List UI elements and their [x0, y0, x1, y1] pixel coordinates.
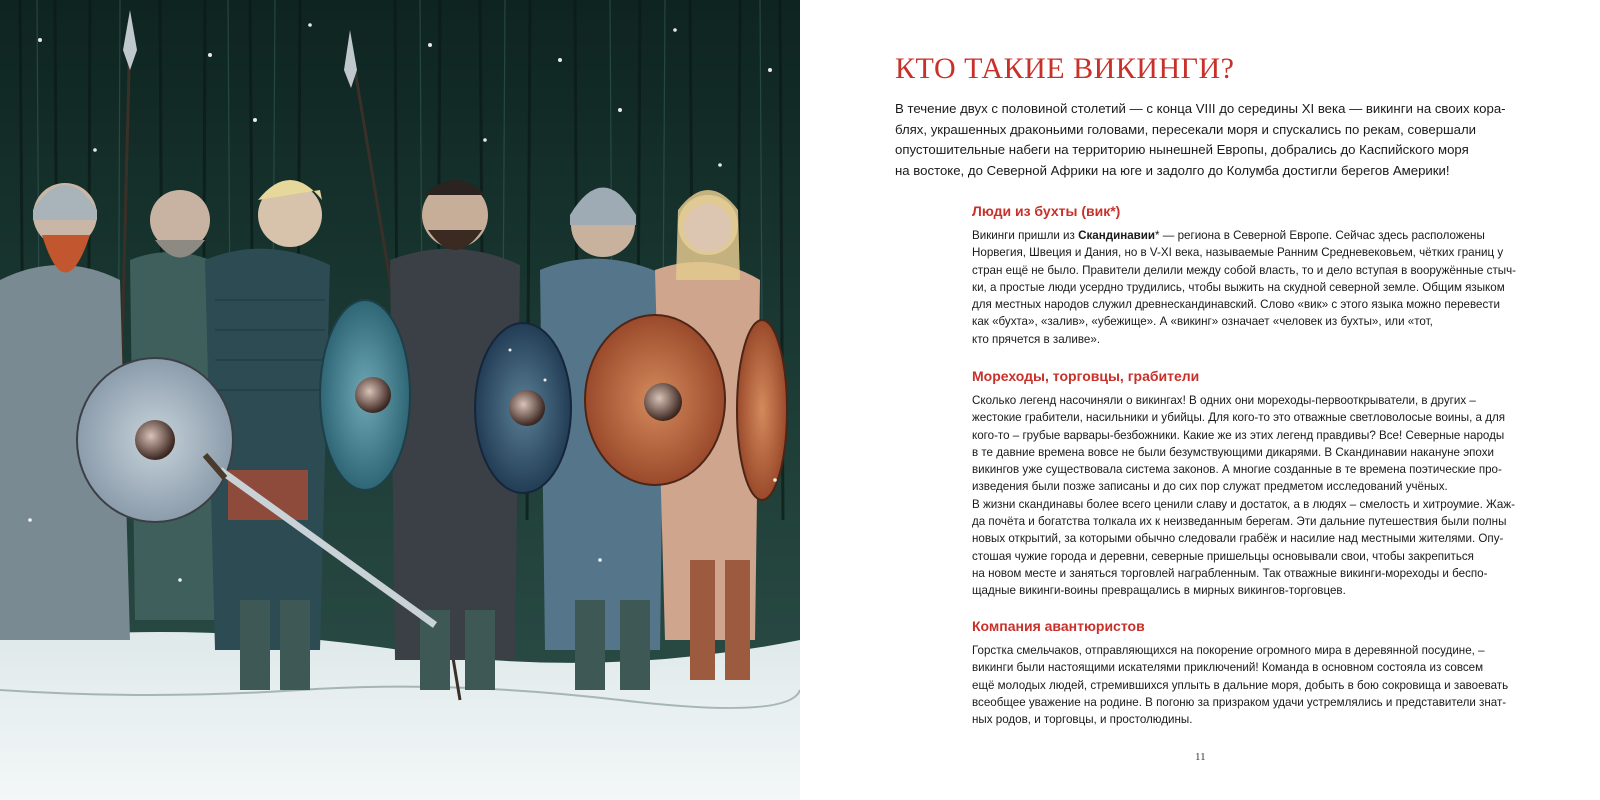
text-run: * — региона в Северной Европе. Сейчас здесь расположены: [1155, 229, 1485, 242]
term-scandinavia: Скандинавии: [1078, 229, 1156, 242]
intro-line: опустошительные набеги на территорию нынешней Европы, добрались до Каспийского моря: [895, 142, 1469, 157]
body-line: Сколько легенд насочиняли о викингах! В одних они мореходы-первооткрыватели, в других –: [972, 394, 1476, 407]
body-line: ещё молодых людей, стремившихся уплыть в дальние моря, добыть в бою сокровища и завоевать: [972, 678, 1509, 692]
body-line: кого-то – грубые варвары-безбожники. Какие же из этих легенд правдивы? Все! Северные народы: [972, 428, 1505, 442]
body-line: Норвегия, Швеция и Дания, но в V-XI века, называемые Ранним Средневековьем, чётких границ у: [972, 246, 1504, 260]
page-title: КТО ТАКИЕ ВИКИНГИ?: [895, 52, 1235, 85]
body-line: стран ещё не было. Правители делили между собой власть, то и дело вступая в вооружённые стыч-: [972, 263, 1517, 277]
intro-line: В течение двух с половиной столетий — с конца VIII до середины XI века — викинги на своих кора-: [895, 101, 1506, 116]
body-line: в те давние времена вовсе не были безумствующими дикарями. В Скандинавии накануне эпохи: [972, 445, 1494, 459]
section-body: [972, 227, 1552, 348]
text-page: [800, 0, 1600, 800]
body-line: кто прячется в заливе».: [972, 332, 1101, 346]
section-heading: Компания авантюристов: [972, 618, 1145, 634]
section-body: [972, 392, 1552, 600]
body-line: да почёта и богатства толкала их к неизведанным берегам. Эти дальние путешествия были полны: [972, 515, 1507, 529]
intro-paragraph: [895, 99, 1535, 181]
body-line: на новом месте и заняться торговлей награбленным. Так отважные викинги-мореходы и беспо-: [972, 566, 1488, 580]
section-heading: Мореходы, торговцы, грабители: [972, 368, 1200, 384]
body-line: изведения были позже записаны и до сих пор служат предметом исследований учёных.: [972, 480, 1448, 494]
body-line: как «бухта», «залив», «убежище». А «викинг» означает «человек из бухты», или «тот,: [972, 315, 1433, 329]
body-line: ных родов, и торговцы, и простолюдины.: [972, 713, 1193, 727]
body-line: викинги были настоящими искателями приключений! Команда в основном состояла из совсем: [972, 661, 1484, 675]
section-body: [972, 642, 1552, 728]
body-line: В жизни скандинавы более всего ценили славу и достаток, а в людях – смелость и хитроумие. Жаж-: [972, 497, 1515, 511]
body-line: [972, 227, 1552, 244]
body-line: Горстка смельчаков, отправляющихся на покорение огромного мира в деревянной посудине, –: [972, 644, 1485, 657]
section-seafarers-traders-raiders: [972, 368, 1552, 600]
body-line: щадные викинги-воины превращались в мирных викингов-торговцев.: [972, 584, 1346, 598]
body-line: новых открытий, за которыми обычно следовали грабёж и насилие над местными жителями. Опу-: [972, 532, 1504, 546]
page-number: 11: [1195, 751, 1206, 763]
section-people-of-the-bay: [972, 203, 1552, 348]
section-company-of-adventurers: [972, 618, 1552, 728]
body-line: всеобщее уважение на родине. В погоню за призраком удачи устремлялись и представители знат-: [972, 695, 1507, 709]
body-line: для местных народов служил древнескандинавский. Слово «вик» с этого языка можно перевести: [972, 298, 1501, 312]
intro-line: блях, украшенных драконьими головами, пересекали моря и спускались по рекам, совершали: [895, 121, 1477, 137]
body-line: викингов уже существовала система законов. А многие созданные в те времена поэтические про-: [972, 463, 1502, 477]
body-line: ки, а простые люди усердно трудились, чтобы выжить на скудной северной земле. Общим языком: [972, 280, 1505, 294]
text-run: Викинги пришли из: [972, 229, 1079, 242]
section-heading: Люди из бухты (вик*): [972, 203, 1121, 219]
body-line: жестокие грабители, насильники и убийцы. Для кого-то это отважные светловолосые воины, а для: [972, 411, 1506, 425]
intro-line: на востоке, до Северной Африки на юге и задолго до Колумба достигли берегов Америки!: [895, 162, 1450, 178]
body-line: стошая чужие города и деревни, северные пришельцы основывали свои, чтобы закрепиться: [972, 549, 1474, 563]
